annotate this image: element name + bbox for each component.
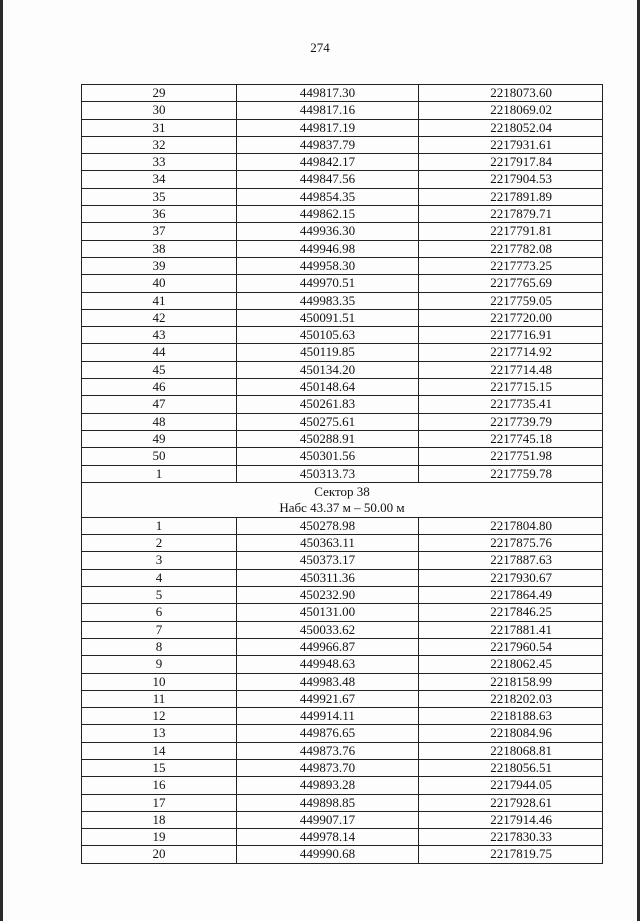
table-row — [82, 725, 603, 742]
y-coordinate-cell: 2218052.04 — [419, 119, 603, 136]
y-coordinate-cell: 2217791.81 — [419, 223, 603, 240]
table-row — [82, 344, 603, 361]
table-row — [82, 171, 603, 188]
x-coordinate-cell: 450363.11 — [237, 535, 419, 552]
point-number-cell: 31 — [82, 119, 237, 136]
table-row — [82, 759, 603, 776]
x-coordinate-cell: 449983.48 — [237, 673, 419, 690]
x-coordinate-cell: 449948.63 — [237, 656, 419, 673]
table-row — [82, 829, 603, 846]
x-coordinate-cell: 449966.87 — [237, 638, 419, 655]
x-coordinate-cell: 449958.30 — [237, 257, 419, 274]
point-number-cell: 2 — [82, 535, 237, 552]
table-row — [82, 154, 603, 171]
point-number-cell: 45 — [82, 361, 237, 378]
table-row — [82, 361, 603, 378]
y-coordinate-cell: 2217745.18 — [419, 430, 603, 447]
point-number-cell: 8 — [82, 638, 237, 655]
table-row — [82, 552, 603, 569]
y-coordinate-cell: 2217759.05 — [419, 292, 603, 309]
point-number-cell: 1 — [82, 465, 237, 482]
y-coordinate-cell: 2218158.99 — [419, 673, 603, 690]
x-coordinate-cell: 450033.62 — [237, 621, 419, 638]
coordinates-group-b — [82, 517, 603, 863]
point-number-cell: 48 — [82, 413, 237, 430]
y-coordinate-cell: 2217765.69 — [419, 275, 603, 292]
point-number-cell: 5 — [82, 587, 237, 604]
table-row — [82, 673, 603, 690]
y-coordinate-cell: 2217819.75 — [419, 846, 603, 863]
point-number-cell: 40 — [82, 275, 237, 292]
x-coordinate-cell: 450313.73 — [237, 465, 419, 482]
point-number-cell: 32 — [82, 136, 237, 153]
table-row — [82, 448, 603, 465]
point-number-cell: 9 — [82, 656, 237, 673]
x-coordinate-cell: 449983.35 — [237, 292, 419, 309]
table-row — [82, 465, 603, 482]
point-number-cell: 36 — [82, 206, 237, 223]
table-row — [82, 85, 603, 102]
y-coordinate-cell: 2217879.71 — [419, 206, 603, 223]
x-coordinate-cell: 449990.68 — [237, 846, 419, 863]
point-number-cell: 14 — [82, 742, 237, 759]
page-number: 274 — [310, 40, 330, 55]
y-coordinate-cell: 2217944.05 — [419, 777, 603, 794]
x-coordinate-cell: 450261.83 — [237, 396, 419, 413]
table-row — [82, 587, 603, 604]
y-coordinate-cell: 2217846.25 — [419, 604, 603, 621]
table-row — [82, 396, 603, 413]
x-coordinate-cell: 450134.20 — [237, 361, 419, 378]
x-coordinate-cell: 450278.98 — [237, 517, 419, 534]
y-coordinate-cell: 2218069.02 — [419, 102, 603, 119]
y-coordinate-cell: 2218202.03 — [419, 690, 603, 707]
table-row — [82, 742, 603, 759]
y-coordinate-cell: 2217875.76 — [419, 535, 603, 552]
x-coordinate-cell: 449921.67 — [237, 690, 419, 707]
table-row — [82, 794, 603, 811]
point-number-cell: 3 — [82, 552, 237, 569]
point-number-cell: 39 — [82, 257, 237, 274]
y-coordinate-cell: 2218068.81 — [419, 742, 603, 759]
y-coordinate-cell: 2217930.67 — [419, 569, 603, 586]
x-coordinate-cell: 449907.17 — [237, 811, 419, 828]
point-number-cell: 41 — [82, 292, 237, 309]
x-coordinate-cell: 449946.98 — [237, 240, 419, 257]
x-coordinate-cell: 449842.17 — [237, 154, 419, 171]
y-coordinate-cell: 2217773.25 — [419, 257, 603, 274]
x-coordinate-cell: 450301.56 — [237, 448, 419, 465]
point-number-cell: 19 — [82, 829, 237, 846]
table-row — [82, 656, 603, 673]
x-coordinate-cell: 449847.56 — [237, 171, 419, 188]
y-coordinate-cell: 2217960.54 — [419, 638, 603, 655]
table-row — [82, 638, 603, 655]
point-number-cell: 16 — [82, 777, 237, 794]
table-row — [82, 119, 603, 136]
y-coordinate-cell: 2217881.41 — [419, 621, 603, 638]
sector-title: Сектор 38 — [314, 483, 370, 499]
point-number-cell: 33 — [82, 154, 237, 171]
x-coordinate-cell: 450119.85 — [237, 344, 419, 361]
x-coordinate-cell: 449817.19 — [237, 119, 419, 136]
table-row — [82, 569, 603, 586]
x-coordinate-cell: 450131.00 — [237, 604, 419, 621]
table-row — [82, 413, 603, 430]
point-number-cell: 7 — [82, 621, 237, 638]
point-number-cell: 43 — [82, 327, 237, 344]
table-row — [82, 257, 603, 274]
x-coordinate-cell: 449898.85 — [237, 794, 419, 811]
table-row — [82, 206, 603, 223]
point-number-cell: 42 — [82, 309, 237, 326]
table-row — [82, 708, 603, 725]
table-row — [82, 846, 603, 863]
table-row — [82, 102, 603, 119]
x-coordinate-cell: 449862.15 — [237, 206, 419, 223]
x-coordinate-cell: 450373.17 — [237, 552, 419, 569]
point-number-cell: 38 — [82, 240, 237, 257]
table-row — [82, 292, 603, 309]
point-number-cell: 37 — [82, 223, 237, 240]
y-coordinate-cell: 2217917.84 — [419, 154, 603, 171]
coordinates-group-a — [82, 85, 603, 483]
x-coordinate-cell: 449817.16 — [237, 102, 419, 119]
y-coordinate-cell: 2217891.89 — [419, 188, 603, 205]
x-coordinate-cell: 450311.36 — [237, 569, 419, 586]
table-row — [82, 535, 603, 552]
x-coordinate-cell: 449854.35 — [237, 188, 419, 205]
table-row — [82, 517, 603, 534]
point-number-cell: 17 — [82, 794, 237, 811]
y-coordinate-cell: 2218073.60 — [419, 85, 603, 102]
x-coordinate-cell: 449817.30 — [237, 85, 419, 102]
table-row — [82, 430, 603, 447]
sector-header-group — [82, 482, 603, 517]
point-number-cell: 4 — [82, 569, 237, 586]
table-row — [82, 223, 603, 240]
x-coordinate-cell: 450275.61 — [237, 413, 419, 430]
x-coordinate-cell: 450148.64 — [237, 379, 419, 396]
y-coordinate-cell: 2217804.80 — [419, 517, 603, 534]
point-number-cell: 1 — [82, 517, 237, 534]
y-coordinate-cell: 2217751.98 — [419, 448, 603, 465]
x-coordinate-cell: 449970.51 — [237, 275, 419, 292]
point-number-cell: 11 — [82, 690, 237, 707]
point-number-cell: 15 — [82, 759, 237, 776]
point-number-cell: 12 — [82, 708, 237, 725]
y-coordinate-cell: 2217928.61 — [419, 794, 603, 811]
y-coordinate-cell: 2217716.91 — [419, 327, 603, 344]
sector-subtitle: Набс 43.37 м – 50.00 м — [279, 499, 405, 515]
y-coordinate-cell: 2217739.79 — [419, 413, 603, 430]
table-row — [82, 604, 603, 621]
table-row — [82, 621, 603, 638]
table-row — [82, 379, 603, 396]
point-number-cell: 44 — [82, 344, 237, 361]
table-row — [82, 327, 603, 344]
table-row — [82, 240, 603, 257]
point-number-cell: 50 — [82, 448, 237, 465]
y-coordinate-cell: 2217714.48 — [419, 361, 603, 378]
table-row — [82, 188, 603, 205]
table-row — [82, 275, 603, 292]
y-coordinate-cell: 2217714.92 — [419, 344, 603, 361]
x-coordinate-cell: 449914.11 — [237, 708, 419, 725]
point-number-cell: 30 — [82, 102, 237, 119]
point-number-cell: 35 — [82, 188, 237, 205]
x-coordinate-cell: 450105.63 — [237, 327, 419, 344]
table-row — [82, 777, 603, 794]
x-coordinate-cell: 449876.65 — [237, 725, 419, 742]
y-coordinate-cell: 2217887.63 — [419, 552, 603, 569]
x-coordinate-cell: 450091.51 — [237, 309, 419, 326]
point-number-cell: 47 — [82, 396, 237, 413]
y-coordinate-cell: 2217715.15 — [419, 379, 603, 396]
y-coordinate-cell: 2217782.08 — [419, 240, 603, 257]
y-coordinate-cell: 2217735.41 — [419, 396, 603, 413]
x-coordinate-cell: 449936.30 — [237, 223, 419, 240]
x-coordinate-cell: 450232.90 — [237, 587, 419, 604]
point-number-cell: 6 — [82, 604, 237, 621]
point-number-cell: 34 — [82, 171, 237, 188]
x-coordinate-cell: 449873.76 — [237, 742, 419, 759]
point-number-cell: 18 — [82, 811, 237, 828]
table-row — [82, 136, 603, 153]
sector-header-cell — [82, 482, 603, 517]
y-coordinate-cell: 2217759.78 — [419, 465, 603, 482]
y-coordinate-cell: 2217904.53 — [419, 171, 603, 188]
table-row — [82, 690, 603, 707]
table-row — [82, 309, 603, 326]
y-coordinate-cell: 2218062.45 — [419, 656, 603, 673]
y-coordinate-cell: 2217864.49 — [419, 587, 603, 604]
point-number-cell: 20 — [82, 846, 237, 863]
point-number-cell: 46 — [82, 379, 237, 396]
point-number-cell: 10 — [82, 673, 237, 690]
x-coordinate-cell: 449837.79 — [237, 136, 419, 153]
point-number-cell: 29 — [82, 85, 237, 102]
point-number-cell: 49 — [82, 430, 237, 447]
x-coordinate-cell: 449978.14 — [237, 829, 419, 846]
x-coordinate-cell: 449873.70 — [237, 759, 419, 776]
y-coordinate-cell: 2218084.96 — [419, 725, 603, 742]
sector-header-row — [82, 482, 603, 517]
y-coordinate-cell: 2217931.61 — [419, 136, 603, 153]
x-coordinate-cell: 449893.28 — [237, 777, 419, 794]
coordinates-table — [81, 84, 603, 864]
y-coordinate-cell: 2218056.51 — [419, 759, 603, 776]
y-coordinate-cell: 2217830.33 — [419, 829, 603, 846]
x-coordinate-cell: 450288.91 — [237, 430, 419, 447]
y-coordinate-cell: 2217914.46 — [419, 811, 603, 828]
y-coordinate-cell: 2218188.63 — [419, 708, 603, 725]
table-row — [82, 811, 603, 828]
y-coordinate-cell: 2217720.00 — [419, 309, 603, 326]
point-number-cell: 13 — [82, 725, 237, 742]
